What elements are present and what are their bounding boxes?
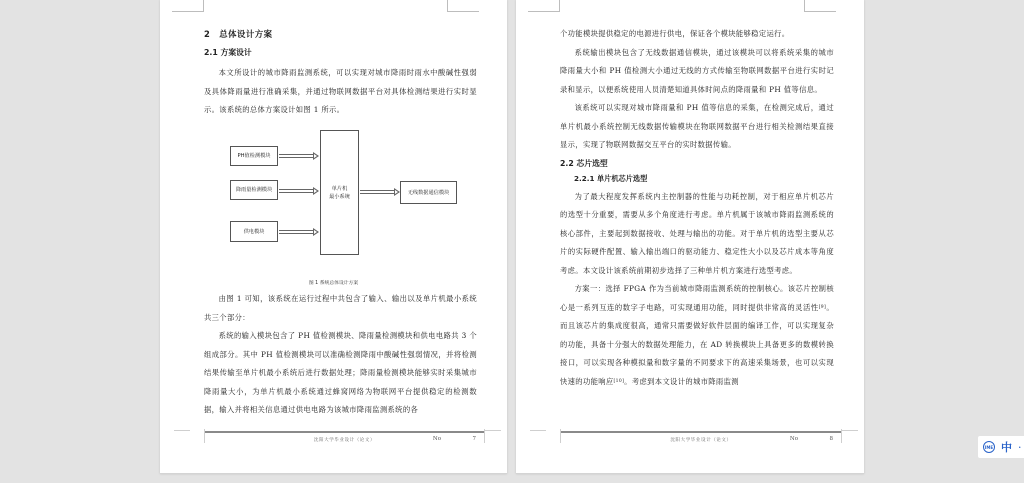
paragraph-chip-selection: 为了最大程度发挥系统内主控制器的性能与功耗控制，对于相应单片机芯片的选型十分重要，需要从多个角度进行考虑。单片机属于该城市降雨监测系统的核心部件，主要起到数据接收、处理与输出的功能。对于单片机的选型主要从芯片的实际硬件配置、输入输出端口的驱动能力、稳定性大小以及芯片成本等角度考虑。本文设计该系统前期初步选择了三种单片机方案进行选型考虑。 [560,191,834,275]
paragraph-scheme-1 [560,280,834,391]
footer-rule [204,431,485,433]
page-content-after-figure [204,290,477,420]
heading-chapter-2: 2 总体设计方案 [204,29,273,39]
margin-corner-top-left [528,0,560,12]
diagram-box-wireless-module: 无线数据通信模块 [400,181,457,204]
footer-no-label: No [432,436,441,442]
mcu-label-line1: 单片机 [331,185,348,192]
scheme-1-text-b: 。而且该芯片的集成度很高，通常只需要做好软件层面的编译工作，可以实现复杂的功能，具备十分强大的数据处理能力，在 AD 转换模块上具备更多的数模转换接口，可以实现各种模拟量和数字量的不同要求下的高速采集场景，也可以实现快速的功能响应 [560,302,834,386]
paragraph-output-module: 系统输出模块包含了无线数据通信模块，通过该模块可以将系统采集的城市降雨量大小和 PH 值检测大小通过无线的方式传输至物联网数据平台进行实时记录和显示，以便系统使用人员清楚知道具体时间点的降雨量和 PH 值等信息。 [560,47,834,94]
page-content [560,25,834,391]
diagram-box-rainfall-module: 降雨量检测模块 [230,180,278,200]
citation-10[interactable]: [10] [613,378,625,384]
ime-logo-icon[interactable]: IME [983,441,995,453]
footer-page-number: 7 [472,436,476,442]
diagram-arrow-ph-to-mcu [279,154,313,158]
diagram-arrow-mcu-to-wireless [360,190,394,194]
ime-language-label[interactable]: 中 [1001,441,1012,454]
mcu-label-line2: 最小系统 [329,193,350,200]
diagram-arrow-power-to-mcu [279,230,313,234]
heading-section-2-1: 2.1 方案设计 [204,48,252,57]
citation-9[interactable]: [9] [818,304,827,310]
footer-page-number: 8 [829,436,833,442]
paragraph-continued: 个功能模块提供稳定的电源进行供电，保证各个模块能够稳定运行。 [560,29,790,38]
page-footer [560,431,842,443]
footer-school-name: 沈阳大学毕业设计（论文） [670,438,732,443]
footer-school-name: 沈阳大学毕业设计（论文） [313,438,376,443]
footer-rule [560,431,842,433]
footer-margin-mark-right [485,430,501,431]
paragraph-intro: 本文所设计的城市降雨监测系统，可以实现对城市降雨时雨水中酸碱性强弱及具体降雨量进行准确采集，并通过物联网数据平台对具体检测结果进行实时显示。该系统的总体方案设计如图 1 所示。 [204,68,477,114]
footer-margin-mark-left [530,430,546,431]
diagram-box-mcu-minimum-system [320,130,359,255]
document-page-8 [516,0,864,474]
paragraph-system-summary: 该系统可以实现对城市降雨量和 PH 值等信息的采集，在检测完成后，通过单片机最小系统控制无线数据传输模块在物联网数据平台进行相关检测结果直接显示，实现了物联网数据交互平台的实时数据传输。 [560,103,834,149]
margin-corner-top-right [804,0,836,12]
ime-more-icon[interactable]: · [1018,440,1022,454]
diagram-box-power-module: 供电模块 [230,221,278,242]
footer-margin-mark-left [174,430,190,431]
scheme-1-text-c: 。考虑到本文设计的城市降雨监测 [624,376,739,386]
heading-section-2-2: 2.2 芯片选型 [560,158,608,168]
ime-language-indicator[interactable] [978,436,1024,458]
document-page-7 [160,0,507,474]
diagram-arrow-rainfall-to-mcu [279,189,313,193]
page-footer [204,431,485,443]
heading-section-2-2-1: 2.2.1 单片机芯片选型 [574,173,648,183]
paragraph-input-modules: 系统的输入模块包含了 PH 值检测模块、降雨量检测模块和供电电路共 3 个组成部分。其中 PH 值检测模块可以准确检测降雨中酸碱性强弱情况，并将检测结果传输至单片机最小系统后进行数据处理；降雨量检测模块能够实时采集城市降雨量大小，为单片机最小系统通过蜂窝网络为物联网平台提供稳定的检测数据，输入并将相关信息通过供电电路为该城市降雨监测系统的各 [204,331,477,414]
diagram-box-ph-module: PH值检测模块 [230,146,278,166]
footer-margin-mark-right [842,430,858,431]
figure-caption: 图 1 系统总体设计方案 [308,281,359,286]
scheme-1-text-a: 方案一：选择 FPGA 作为当前城市降雨监测系统的控制核心。该芯片控制核心是一系列互连的数字子电路，可实现通用功能，同时提供非常高的灵活性 [560,284,834,312]
footer-no-label: No [789,436,798,442]
system-diagram-figure-1 [160,0,507,300]
paragraph-figure-summary: 由图 1 可知，该系统在运行过程中共包含了输入、输出以及单片机最小系统共三个部分： [204,294,477,322]
